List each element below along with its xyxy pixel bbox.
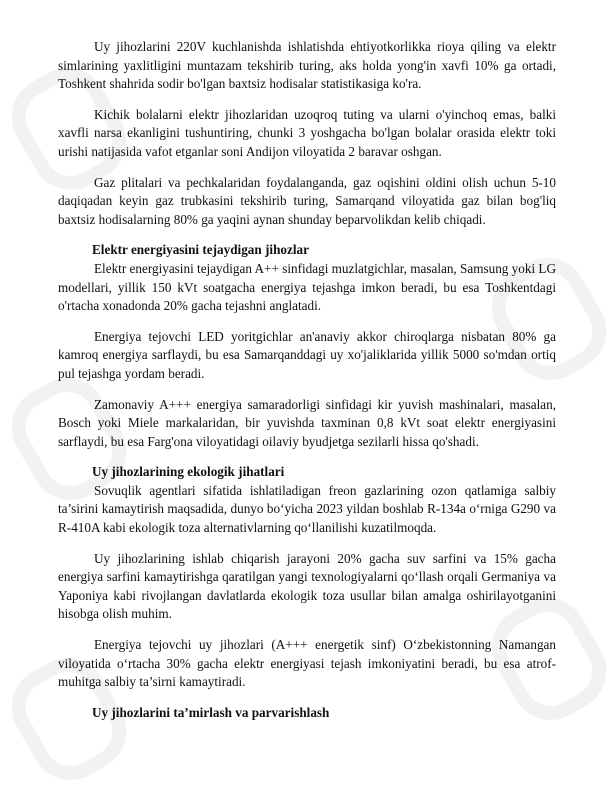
paragraph-refrigerators: Elektr energiyasini tejaydigan A++ sinfidagi muzlatgichlar, masalan, Samsung yoki LG modellari, yillik 150 kVt soatgacha energiya tejashga imkon beradi, bu esa Toshkentdagi o'rtacha xonadonda 20% gacha tejashni anglatadi. — [58, 260, 557, 314]
paragraph-220v-safety: Uy jihozlarini 220V kuchlanishda ishlatishda ehtiyotkorlikka rioya qiling va elektr simlarining yaxlitligini muntazam tekshirib turing, aks holda yong'in xavfi 10% ga ortadi, Toshkent shahrida sodir bo'lgan baxtsiz hodisalar statistikasiga ko'ra. — [58, 39, 556, 92]
document-page — [58, 38, 556, 722]
paragraph-namangan-savings: Energiya tejovchi uy jihozlari (A+++ energetik sinf) O‘zbekistonning Namangan viloyatida o‘rtacha 30% gacha elektr energiyasi tejash imkoniyatini beradi, bu esa atrof-muhitga salbiy ta’sirni kamaytiradi. — [58, 637, 556, 690]
paragraph-gas-safety: Gaz plitalari va pechkalaridan foydalanganda, gaz oqishini oldini olish uchun 5-10 daqiqadan keyin gaz trubkasini tekshirib turing, Samarqand viloyatida gaz bilan bog'liq baxtsiz hodisalarning 80% ga yaqini aynan shunday beparvolikdan kelib chiqadi. — [58, 174, 556, 227]
paragraph-washing-machines: Zamonaviy A+++ energiya samaradorligi sinfidagi kir yuvish mashinalari, masalan, Bosch yoki Miele markalaridan, bir yuvishda taxminan 0,8 kVt soat elektr energiyasini sarflaydi, bu esa Farg'ona viloyatidagi oilaviy byudjetga sezilarli hissa qo'shadi. — [58, 396, 556, 449]
paragraph-manufacturing: Uy jihozlarining ishlab chiqarish jarayoni 20% gacha suv sarfini va 15% gacha energiya sarfini kamaytirishga qaratilgan yangi texnologiyalarni qo‘llash orqali Germaniya va Yaponiya kabi rivojlangan davlatlarda ekologik toza usullar bilan amalga oshirilayotganini hisobga olish muhim. — [58, 550, 556, 622]
paragraph-led-lights: Energiya tejovchi LED yoritgichlar an'anaviy akkor chiroqlarga nisbatan 80% ga kamroq energiya sarflaydi, bu esa Samarqanddagi uy xo'jaliklarida yillik 5000 so'mdan ortiq pul tejashga yordam beradi. — [58, 328, 556, 381]
heading-ecology: Uy jihozlarining ekologik jihatlari — [92, 464, 285, 480]
paragraph-freon: Sovuqlik agentlari sifatida ishlatiladigan freon gazlarining ozon qatlamiga salbiy ta’sirini kamaytirish maqsadida, dunyo bo‘yicha 2023 yildan boshlab R-134a o‘rniga G290 va R-410A kabi ekologik toza alternativlarning qo‘llanilishi kuzatilmoqda. — [58, 482, 556, 536]
heading-maintenance: Uy jihozlarini ta’mirlash va parvarishlash — [92, 704, 330, 720]
paragraph-children-safety: Kichik bolalarni elektr jihozlaridan uzoqroq tuting va ularni o'yinchoq emas, balki xavfli narsa ekanligini tushuntiring, chunki 3 yoshgacha bo'lgan bolalar orasida elektr toki urishi natijasida vafot etganlar soni Andijon viloyatida 2 baravar oshgan. — [58, 106, 556, 159]
heading-energy-saving: Elektr energiyasini tejaydigan jihozlar — [92, 242, 309, 258]
